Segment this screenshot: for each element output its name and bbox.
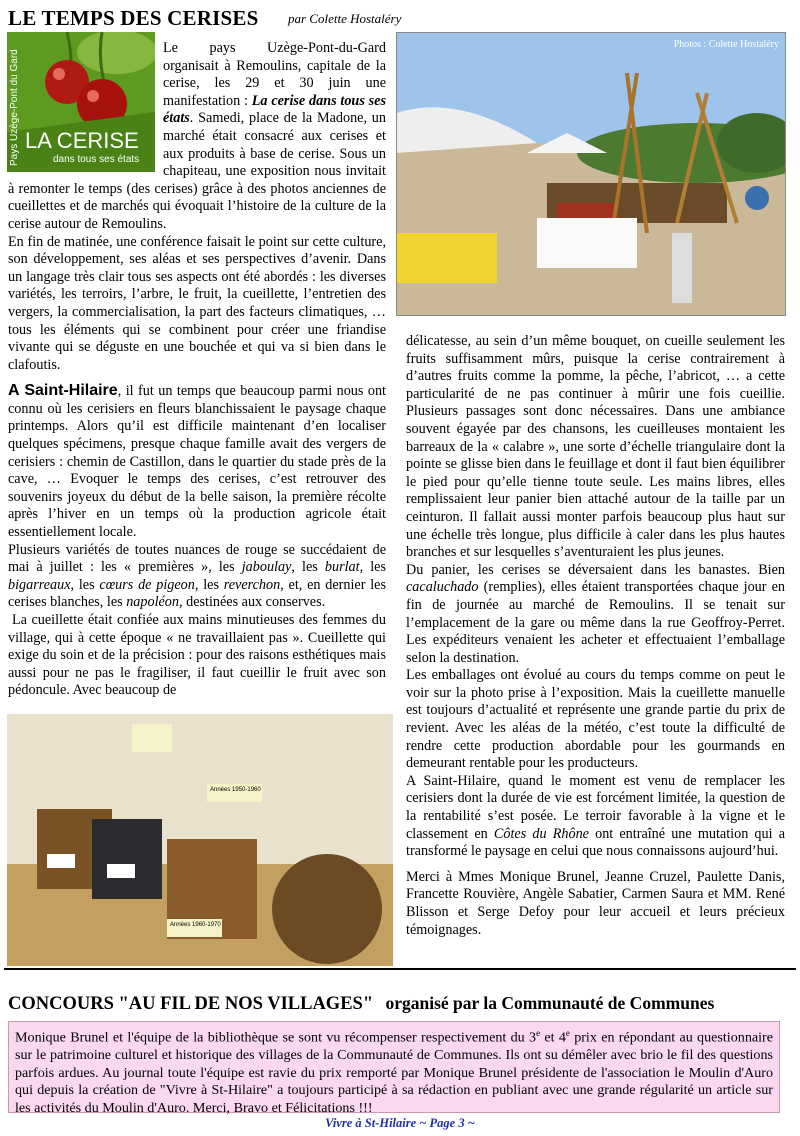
cacaluchado-term: cacaluchado (406, 579, 479, 596)
intro-emphasis: La cerise dans tous ses états (163, 92, 386, 127)
logo-main-text: LA CERISE (25, 128, 139, 153)
right-column (406, 333, 785, 939)
concours-box (8, 1021, 780, 1117)
intro-text-a: Le pays Uzège-Pont-du-Gard organisait à Remoulins, capitale de la cerise, les 29 et 30 juin une manifestation : (163, 40, 386, 109)
panier-paragraph: Du panier, les cerises se déversaient dans les banastes. Bien cacaluchado (remplies), elles étaient transportées chaque jour en fin de journée au marché de Remoulins. Il se tenait sur l’emplacement de la gare ou même dans la rue Geoffroy-Perret. Les expéditeurs venaient les acheter et effectuaient l’emballage selon la destination. (406, 561, 785, 666)
article-byline: par Colette Hostaléry (288, 11, 402, 26)
variety-coeurs-de-pigeon: cœurs de pigeon (99, 576, 195, 593)
concours-heading (8, 993, 714, 1015)
saint-hilaire-lead: A Saint-Hilaire (8, 382, 118, 400)
market-photo (396, 32, 786, 316)
varieties-paragraph: Plusieurs variétés de toutes nuances de rouge se succédaient de mai à juillet : les « premières », les jaboulay, les burlat, les bigarreaux, les cœurs de pigeon, les reverchon, et, en dernier les cerises blanches, les napoléon, destinées aux conserves. (8, 541, 386, 611)
photo-credit: Photos : Colette Hostaléry (673, 39, 779, 50)
saint-hilaire-text: , il fut un temps que beaucoup parmi nous ont connu où les cerisiers en fleurs blanchissaient le paysage chaque printemps. Alors qu’il est difficile maintenant d’en localiser quelques spécimens, presque chaque famille avait des vergers de cerisiers : chemin de Castillon, dans le quartier du stade près de la cave, … Evoquer le temps des cerises, c’est retrouver des souvenirs joyeux du début de la belle saison, la première récolte après l’hiver en un temps où la production agricole était essentiellement locale. (8, 383, 387, 541)
intro-paragraph (8, 40, 386, 700)
intro-text-b: . Samedi, place de la Madone, un marché était consacré aux cerises et aux produits à base de cerise. Sous un chapiteau, une exposition nous invitait à remonter le temps (des cerises) grâce à des photos anciennes de cueillettes et de marchés qui évoquait l’histoire de la culture de la cerise autour de Remoulins. (8, 110, 386, 232)
crates-photo (7, 714, 393, 966)
concours-text: Monique Brunel et l'équipe de la bibliothèque se sont vu récompenser respectivement du 3e et 4e prix en répondant au questionnaire sur le patrimoine culturel et historique des villages de la Communauté de Communes. Ils ont su démêler avec brio le fil des questions parfois ardues. Au journal toute l'équipe est ravie du prix remporté par Monique Brunel présidente de l'association le Moulin d'Auro qui depuis la création de "Vivre à St-Hilaire" a toujours participé à sa rédaction en publiant avec une grande régularité un article sur les activités du Moulin d'Auro. Merci, Bravo et Félicitations !!! (15, 1028, 773, 1117)
page-footer: Vivre à St-Hilaire ~ Page 3 ~ (325, 1116, 475, 1130)
variety-jaboulay: jaboulay (241, 559, 292, 576)
crate-label-1960: Années 1960-1970 (170, 922, 221, 928)
variety-bigarreaux: bigarreaux (8, 576, 71, 593)
cotes-du-rhone-term: Côtes du Rhône (493, 825, 589, 842)
concours-title: CONCOURS "AU FIL DE NOS VILLAGES" (8, 994, 374, 1014)
mutation-paragraph: A Saint-Hilaire, quand le moment est venu de remplacer les cerisiers dont la durée de vie est forcément limitée, la question de la rentabilité s’est posée. Le terroir favorable à la vigne et le classement en Côtes du Rhône ont entraîné une mutation qui a transformé le paysage en celui que nous connaissons aujourd’hui. (406, 772, 785, 860)
thanks-paragraph: Merci à Mmes Monique Brunel, Jeanne Cruzel, Paulette Danis, Francette Rouvière, Angèle Sabatier, Carmen Saura et MM. René Blisson et Serge Defoy pour leur accueil et leurs précieux témoignages. (406, 868, 785, 938)
saint-hilaire-paragraph (8, 382, 386, 541)
crates-scene (7, 714, 393, 966)
conference-paragraph: En fin de matinée, une conférence faisait le point sur cette culture, son développement, ses aléas et ses perspectives d’avenir. Dans un langage très clair tous ses aspects ont été abordés : les diverses variétés, les terroirs, l’arbre, le fruit, la cueillette, l’entretien des vergers, la commercialisation, la part des facteurs climatiques, … tous les éléments qui se combinent pour créer une friandise vivante qui se déguste en une bouchée et qui va si bien dans le clafoutis. (8, 233, 386, 373)
variety-burlat: burlat (324, 559, 360, 576)
variety-reverchon: reverchon (223, 576, 281, 593)
crate-label-1950: Années 1950-1960 (210, 787, 261, 793)
emballages-paragraph: Les emballages ont évolué au cours du temps comme on peut le voir sur la photo prise à l’exposition. Mais la cueillette manuelle est toujours d’actualité et représente une grande partie du prix de revient. Avec les aléas de la météo, c’est toute la difficulté de rendre cette production abordable pour les gourmands en demeurant rentable pour les producteurs. (406, 667, 785, 772)
cueillette-paragraph: La cueillette était confiée aux mains minutieuses des femmes du village, qui à cette époque « ne travaillaient pas ». Cueillette qui exige du soin et de la précision : pour des raisons esthétiques mais aussi pour ne pas le fragiliser, il faut cueillir le fruit avec son pédoncule. Avec beaucoup de (8, 612, 386, 699)
section-divider (4, 968, 796, 970)
logo-sub-text: dans tous ses états (53, 154, 140, 165)
logo-side-text: Pays Uzège-Pont du Gard (9, 49, 20, 166)
concours-subtitle: organisé par la Communauté de Communes (385, 993, 715, 1013)
delicatesse-paragraph: délicatesse, au sein d’un même bouquet, on cueille seulement les fruits suffisamment mûrs, puisque la cerise contrairement à d’autres fruits comme la pomme, la pêche, l’abricot, … a cette particularité de ne pas continuer à mûrir une fois cueillie. Plusieurs passages sont donc nécessaires. Dans une ambiance souvent égayée par des chansons, les cueilleuses montaient les barreaux de la « calabre », une sorte d’échelle triangulaire dont la pointe se glisse bien dans le feuillage et dont il faut bien équilibrer le pied pour qu’elle tienne toute seule. Les mains libres, elles remplissaient leur panier bien attaché autour de la taille par un ceinturon. Il fallait aussi monter parfois beaucoup plus haut sur une échelle très longue, plus difficile à caler dans les plus hautes branches et sur lesquelles s’aventuraient les plus jeunes. (406, 333, 785, 561)
article-title: LE TEMPS DES CERISES (8, 6, 259, 30)
market-scene (397, 33, 785, 315)
variety-napoleon: napoléon (126, 594, 179, 611)
